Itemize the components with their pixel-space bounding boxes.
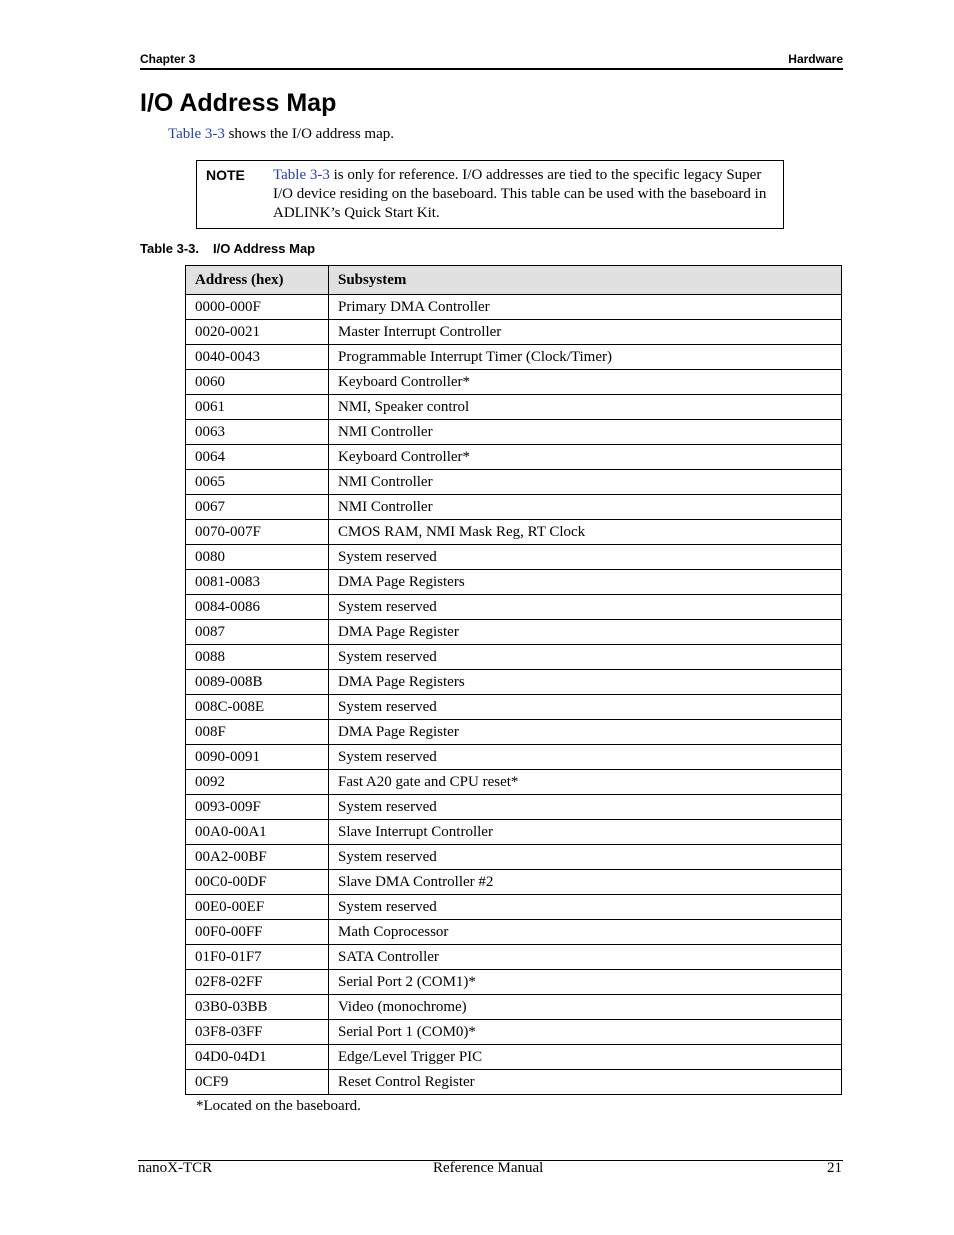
address-cell: 0087 <box>186 620 329 645</box>
table-row <box>186 370 842 395</box>
table-row <box>186 1020 842 1045</box>
header-rule <box>140 68 843 70</box>
address-cell: 00F0-00FF <box>186 920 329 945</box>
table-row <box>186 895 842 920</box>
subsystem-cell: CMOS RAM, NMI Mask Reg, RT Clock <box>329 520 842 545</box>
subsystem-cell: SATA Controller <box>329 945 842 970</box>
subsystem-cell: Keyboard Controller* <box>329 445 842 470</box>
table-row <box>186 1045 842 1070</box>
address-cell: 0CF9 <box>186 1070 329 1095</box>
table-row <box>186 995 842 1020</box>
table-caption <box>140 241 315 256</box>
subsystem-cell: NMI Controller <box>329 495 842 520</box>
table-row <box>186 445 842 470</box>
subsystem-cell: System reserved <box>329 695 842 720</box>
note-box <box>196 160 784 229</box>
address-cell: 01F0-01F7 <box>186 945 329 970</box>
subsystem-cell: System reserved <box>329 895 842 920</box>
footer-product: nanoX-TCR <box>138 1160 213 1176</box>
table-row <box>186 620 842 645</box>
address-cell: 04D0-04D1 <box>186 1045 329 1070</box>
table-header-row <box>186 266 842 295</box>
address-cell: 0064 <box>186 445 329 470</box>
table-caption-number: Table 3-3. <box>140 241 200 256</box>
address-cell: 0060 <box>186 370 329 395</box>
address-cell: 0088 <box>186 645 329 670</box>
subsystem-cell: System reserved <box>329 645 842 670</box>
address-cell: 0080 <box>186 545 329 570</box>
address-cell: 0092 <box>186 770 329 795</box>
footer-manual-title: Reference Manual <box>433 1160 544 1176</box>
io-address-table <box>185 265 842 1095</box>
table-body <box>186 295 842 1095</box>
table-row <box>186 345 842 370</box>
table-row <box>186 670 842 695</box>
intro-paragraph <box>168 126 394 143</box>
intro-text: shows the I/O address map. <box>224 126 394 142</box>
table-row <box>186 745 842 770</box>
table-row <box>186 645 842 670</box>
footer-page-number: 21 <box>827 1160 842 1176</box>
address-cell: 00E0-00EF <box>186 895 329 920</box>
subsystem-cell: Programmable Interrupt Timer (Clock/Timer) <box>329 345 842 370</box>
table-row <box>186 845 842 870</box>
table-row <box>186 470 842 495</box>
subsystem-cell: System reserved <box>329 845 842 870</box>
table-row <box>186 695 842 720</box>
address-cell: 0081-0083 <box>186 570 329 595</box>
subsystem-cell: NMI, Speaker control <box>329 395 842 420</box>
table-row <box>186 820 842 845</box>
address-cell: 0093-009F <box>186 795 329 820</box>
table-row <box>186 545 842 570</box>
address-cell: 008F <box>186 720 329 745</box>
table-reference-link[interactable]: Table 3-3 <box>168 126 225 142</box>
subsystem-cell: Keyboard Controller* <box>329 370 842 395</box>
running-header-section: Hardware <box>788 52 843 66</box>
table-row <box>186 420 842 445</box>
table-row <box>186 595 842 620</box>
subsystem-cell: DMA Page Register <box>329 620 842 645</box>
column-header-address: Address (hex) <box>186 266 329 295</box>
table-row <box>186 495 842 520</box>
subsystem-cell: Slave Interrupt Controller <box>329 820 842 845</box>
note-table-link[interactable]: Table 3-3 <box>273 167 330 183</box>
subsystem-cell: Primary DMA Controller <box>329 295 842 320</box>
address-cell: 0063 <box>186 420 329 445</box>
table-row <box>186 870 842 895</box>
subsystem-cell: System reserved <box>329 745 842 770</box>
address-cell: 0090-0091 <box>186 745 329 770</box>
subsystem-cell: Math Coprocessor <box>329 920 842 945</box>
address-cell: 0061 <box>186 395 329 420</box>
table-row <box>186 795 842 820</box>
address-cell: 0070-007F <box>186 520 329 545</box>
table-row <box>186 920 842 945</box>
address-cell: 02F8-02FF <box>186 970 329 995</box>
address-cell: 00C0-00DF <box>186 870 329 895</box>
table-row <box>186 295 842 320</box>
address-cell: 0067 <box>186 495 329 520</box>
subsystem-cell: Video (monochrome) <box>329 995 842 1020</box>
table-row <box>186 520 842 545</box>
subsystem-cell: Slave DMA Controller #2 <box>329 870 842 895</box>
section-title: I/O Address Map <box>140 89 337 117</box>
address-cell: 00A2-00BF <box>186 845 329 870</box>
table-row <box>186 945 842 970</box>
table-row <box>186 570 842 595</box>
subsystem-cell: NMI Controller <box>329 470 842 495</box>
address-cell: 0065 <box>186 470 329 495</box>
address-cell: 0089-008B <box>186 670 329 695</box>
subsystem-cell: DMA Page Register <box>329 720 842 745</box>
note-label: NOTE <box>206 167 245 183</box>
table-row <box>186 1070 842 1095</box>
subsystem-cell: System reserved <box>329 595 842 620</box>
subsystem-cell: NMI Controller <box>329 420 842 445</box>
address-cell: 03F8-03FF <box>186 1020 329 1045</box>
subsystem-cell: System reserved <box>329 545 842 570</box>
subsystem-cell: Edge/Level Trigger PIC <box>329 1045 842 1070</box>
table-row <box>186 770 842 795</box>
address-cell: 00A0-00A1 <box>186 820 329 845</box>
address-cell: 03B0-03BB <box>186 995 329 1020</box>
note-text <box>273 166 773 223</box>
table-caption-title: I/O Address Map <box>213 241 316 256</box>
subsystem-cell: Serial Port 1 (COM0)* <box>329 1020 842 1045</box>
table-footnote: *Located on the baseboard. <box>196 1098 361 1114</box>
subsystem-cell: System reserved <box>329 795 842 820</box>
table-row <box>186 970 842 995</box>
subsystem-cell: Fast A20 gate and CPU reset* <box>329 770 842 795</box>
column-header-subsystem: Subsystem <box>329 266 842 295</box>
address-cell: 0040-0043 <box>186 345 329 370</box>
address-cell: 008C-008E <box>186 695 329 720</box>
subsystem-cell: Serial Port 2 (COM1)* <box>329 970 842 995</box>
subsystem-cell: Master Interrupt Controller <box>329 320 842 345</box>
subsystem-cell: DMA Page Registers <box>329 570 842 595</box>
address-cell: 0000-000F <box>186 295 329 320</box>
note-body: is only for reference. I/O addresses are tied to the specific legacy Super I/O device residing on the baseboard. This table can be used with the baseboard in ADLINK’s Quick Start Kit. <box>273 167 767 221</box>
subsystem-cell: DMA Page Registers <box>329 670 842 695</box>
table-row <box>186 720 842 745</box>
address-cell: 0020-0021 <box>186 320 329 345</box>
address-cell: 0084-0086 <box>186 595 329 620</box>
running-header-chapter: Chapter 3 <box>140 52 196 66</box>
subsystem-cell: Reset Control Register <box>329 1070 842 1095</box>
table-row <box>186 320 842 345</box>
table-row <box>186 395 842 420</box>
